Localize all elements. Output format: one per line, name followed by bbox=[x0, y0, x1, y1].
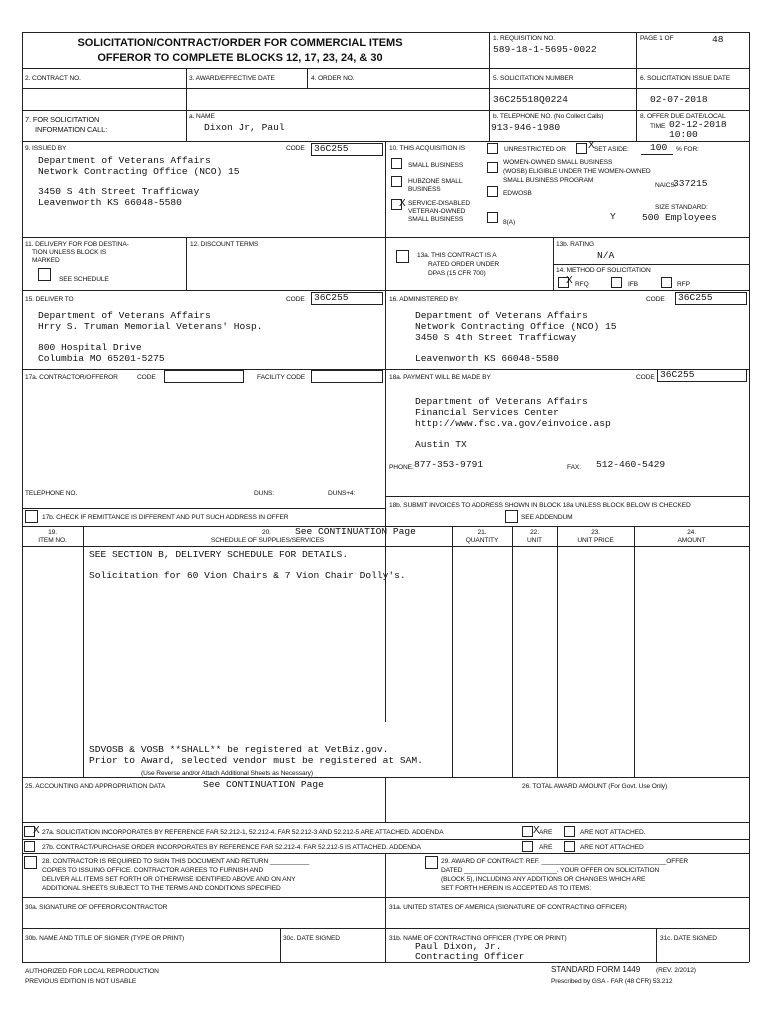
amount-header: 24. bbox=[687, 529, 696, 536]
rule bbox=[22, 839, 749, 840]
issued-by-line: 3450 S 4th Street Trafficway bbox=[38, 186, 200, 197]
deliver-to-line: 800 Hospital Drive bbox=[38, 342, 142, 353]
edwosb-checkbox[interactable] bbox=[487, 186, 498, 197]
see-schedule-label: SEE SCHEDULE bbox=[59, 276, 109, 283]
form-left-border bbox=[22, 32, 23, 962]
rule bbox=[489, 88, 749, 89]
offer-due-date: 02-12-2018 bbox=[669, 119, 727, 130]
rfq-mark: X bbox=[566, 275, 573, 286]
rule bbox=[22, 822, 749, 823]
rule bbox=[452, 526, 453, 777]
rule bbox=[385, 853, 386, 962]
schedule-header-note: See CONTINUATION Page bbox=[295, 526, 416, 537]
addenda-are-checkbox[interactable] bbox=[522, 826, 533, 837]
contract-incorporates-checkbox[interactable] bbox=[24, 841, 35, 852]
edwosb-label: EDWOSB bbox=[503, 190, 532, 197]
rule bbox=[557, 526, 558, 777]
contractor-sign-text: 28. CONTRACTOR IS REQUIRED TO SIGN THIS DOCUMENT AND RETURN ___________ bbox=[42, 858, 310, 865]
contractor-sign-text: DELIVER ALL ITEMS SET FORTH OR OTHERWISE IDENTIFIED ABOVE AND ON ANY bbox=[42, 876, 296, 883]
deliver-to-line: Department of Veterans Affairs bbox=[38, 310, 211, 321]
rule bbox=[553, 264, 749, 265]
form-revision: (REV. 2/2012) bbox=[656, 967, 696, 974]
administered-by-line: Leavenworth KS 66048-5580 bbox=[415, 353, 559, 364]
form-top-border bbox=[22, 32, 749, 33]
offer-due-label: 8. OFFER DUE DATE/LOCAL bbox=[640, 113, 726, 120]
amount-header: AMOUNT bbox=[677, 537, 706, 544]
small-business-checkbox[interactable] bbox=[391, 158, 402, 169]
contractor-sign-checkbox[interactable] bbox=[24, 856, 37, 869]
form-subtitle: OFFEROR TO COMPLETE BLOCKS 12, 17, 23, 24, & 30 bbox=[97, 52, 383, 64]
sdvosb-label: SERVICE-DISABLED bbox=[408, 200, 471, 207]
award-contract-text: (BLOCK 5), INCLUDING ANY ADDITIONS OR CHANGES WHICH ARE bbox=[441, 876, 646, 883]
rule bbox=[512, 526, 513, 777]
issued-by-line: Department of Veterans Affairs bbox=[38, 155, 211, 166]
rule bbox=[489, 32, 490, 141]
rated-order-checkbox[interactable] bbox=[396, 250, 409, 263]
size-standard-value: 500 Employees bbox=[642, 212, 717, 223]
rated-order-label: 13a. THIS CONTRACT IS A bbox=[417, 252, 497, 259]
remittance-checkbox[interactable] bbox=[25, 510, 38, 523]
form-title: SOLICITATION/CONTRACT/ORDER FOR COMMERCIAL ITEMS bbox=[77, 37, 403, 49]
deliver-to-code-label: CODE bbox=[286, 296, 305, 303]
schedule-line: Solicitation for 60 Vion Chairs & 7 Vion Chair Dolly's. bbox=[89, 570, 406, 581]
contracting-officer-title: Contracting Officer bbox=[415, 951, 525, 962]
payment-line: Department of Veterans Affairs bbox=[415, 396, 588, 407]
rule bbox=[22, 110, 749, 111]
schedule-line: Prior to Award, selected vendor must be registered at SAM. bbox=[89, 755, 423, 766]
issued-by-code: 36C255 bbox=[314, 143, 349, 154]
contact-name: Dixon Jr, Paul bbox=[204, 122, 285, 133]
rule bbox=[656, 928, 657, 962]
naics-label: NAICS: bbox=[655, 182, 677, 189]
remittance-label: 17b. CHECK IF REMITTANCE IS DIFFERENT AND PUT SUCH ADDRESS IN OFFER bbox=[42, 514, 289, 521]
small-business-label: SMALL BUSINESS bbox=[408, 162, 464, 169]
contracting-officer-name-label: 31b. NAME OF CONTRACTING OFFICER (TYPE OR PRINT) bbox=[389, 935, 567, 942]
payment-line: http://www.fsc.va.gov/einvoice.asp bbox=[415, 418, 611, 429]
facility-code-box[interactable] bbox=[311, 370, 383, 383]
payment-line: Austin TX bbox=[415, 439, 467, 450]
solicitation-incorporates-label: 27a. SOLICITATION INCORPORATES BY REFERENCE FAR 52.212-1, 52.212-4. FAR 52.212-3 AND 52.212-5 ARE ATTACHED. ADDENDA bbox=[42, 829, 444, 836]
administered-by-line: 3450 S 4th Street Trafficway bbox=[415, 332, 577, 343]
rule bbox=[22, 508, 385, 509]
accounting-value: See CONTINUATION Page bbox=[203, 779, 324, 790]
administered-by-line: Department of Veterans Affairs bbox=[415, 310, 588, 321]
accounting-label: 25. ACCOUNTING AND APPROPRIATION DATA bbox=[25, 783, 166, 790]
rule bbox=[636, 32, 637, 110]
see-addendum-checkbox[interactable] bbox=[505, 510, 518, 523]
award-contract-text: 29. AWARD OF CONTRACT: REF. ___________________________________OFFER bbox=[441, 858, 689, 865]
signer-name-label: 30b. NAME AND TITLE OF SIGNER (TYPE OR PRINT) bbox=[25, 935, 185, 942]
for-solicitation-label: 7. FOR SOLICITATION bbox=[25, 115, 100, 124]
footer-authorized: AUTHORIZED FOR LOCAL REPRODUCTION bbox=[25, 968, 159, 975]
requisition-value: 589-18-1-5695-0022 bbox=[493, 44, 597, 55]
information-call-label: INFORMATION CALL: bbox=[35, 125, 108, 134]
contractor-label: 17a. CONTRACTOR/OFFEROR bbox=[25, 374, 118, 381]
rating-value: N/A bbox=[597, 250, 615, 261]
issued-by-line: Leavenworth KS 66048-5580 bbox=[38, 197, 182, 208]
schedule-line: SEE SECTION B, DELIVERY SCHEDULE FOR DETAILS. bbox=[89, 549, 349, 560]
administered-by-code: 36C255 bbox=[678, 292, 713, 303]
page-total: 48 bbox=[712, 34, 724, 45]
solicitation-number: 36C25518Q0224 bbox=[493, 94, 568, 105]
fob-destination-label: TION UNLESS BLOCK IS bbox=[32, 249, 107, 256]
contract-addenda-are-checkbox[interactable] bbox=[522, 841, 533, 852]
addenda-are-label: ARE bbox=[539, 829, 553, 836]
sdvosb-label: VETERAN-OWNED bbox=[408, 208, 466, 215]
ifb-checkbox[interactable] bbox=[611, 277, 622, 288]
eight-a-label: 8(A) bbox=[503, 219, 516, 226]
form-right-border bbox=[749, 32, 750, 962]
telephone-value: 913-946-1980 bbox=[491, 122, 561, 133]
phone-value: 877-353-9791 bbox=[414, 459, 484, 470]
addenda-are-not-label: ARE NOT ATTACHED. bbox=[580, 829, 646, 836]
footer-previous-edition: PREVIOUS EDITION IS NOT USABLE bbox=[25, 978, 137, 985]
rfp-label: RFP bbox=[677, 281, 690, 288]
fob-destination-label: MARKED bbox=[32, 257, 60, 264]
phone-label: PHONE: bbox=[389, 464, 414, 471]
set-aside-checkbox[interactable] bbox=[576, 143, 587, 154]
eight-a-checkbox[interactable] bbox=[487, 212, 498, 223]
method-label: 14. METHOD OF SOLICITATION bbox=[556, 267, 651, 274]
contractor-sign-text: ADDITIONAL SHEETS SUBJECT TO THE TERMS AND CONDITIONS SPECIFIED bbox=[42, 885, 281, 892]
rule bbox=[634, 526, 635, 777]
eight-a-mark: Y bbox=[610, 211, 616, 222]
contract-addenda-are-not-label: ARE NOT ATTACHED bbox=[580, 844, 644, 851]
unrestricted-label: UNRESTRICTED OR bbox=[504, 146, 566, 153]
item-no-header: ITEM NO. bbox=[38, 537, 67, 544]
wosb-label: SMALL BUSINESS PROGRAM bbox=[503, 177, 594, 184]
issued-by-label: 9. ISSUED BY bbox=[25, 145, 67, 152]
contractor-sign-text: COPIES TO ISSUING OFFICE. CONTRACTOR AGREES TO FURNISH AND bbox=[42, 867, 264, 874]
facility-code-label: FACILITY CODE bbox=[257, 374, 306, 381]
payment-line: Financial Services Center bbox=[415, 407, 559, 418]
issued-by-line: Network Contracting Office (NCO) 15 bbox=[38, 166, 240, 177]
addenda-are-mark: X bbox=[533, 825, 540, 836]
hubzone-checkbox[interactable] bbox=[391, 176, 402, 187]
rule bbox=[186, 237, 187, 290]
rfq-label: RFQ bbox=[575, 281, 589, 288]
rule bbox=[385, 777, 386, 822]
contract-addenda-are-not-checkbox[interactable] bbox=[564, 841, 575, 852]
set-aside-percent: 100 bbox=[650, 142, 668, 153]
form-bottom-border bbox=[22, 962, 749, 963]
schedule-line: SDVOSB & VOSB **SHALL** be registered at VetBiz.gov. bbox=[89, 744, 389, 755]
rated-order-label: RATED ORDER UNDER bbox=[428, 261, 500, 268]
rule bbox=[385, 141, 386, 722]
deliver-to-label: 15. DELIVER TO bbox=[25, 296, 74, 303]
set-aside-label: SET ASIDE: bbox=[594, 146, 629, 153]
rule bbox=[83, 526, 84, 777]
contracting-officer-signature-label: 31a. UNITED STATES OF AMERICA (SIGNATURE OF CONTRACTING OFFICER) bbox=[389, 904, 627, 911]
officer-date-signed-label: 31c. DATE SIGNED bbox=[660, 935, 717, 942]
set-aside-mark: X bbox=[588, 140, 595, 151]
contract-no-label: 2. CONTRACT NO. bbox=[25, 75, 81, 82]
unit-price-header: UNIT PRICE bbox=[577, 537, 614, 544]
rated-order-label: DPAS (15 CFR 700) bbox=[428, 270, 486, 277]
rfp-checkbox[interactable] bbox=[661, 277, 672, 288]
rating-label: 13b. RATING bbox=[556, 241, 594, 248]
issue-date: 02-07-2018 bbox=[650, 94, 708, 105]
rule bbox=[641, 154, 673, 155]
payment-label: 18a. PAYMENT WILL BE MADE BY bbox=[389, 374, 491, 381]
rule bbox=[385, 496, 749, 497]
contractor-telephone-label: TELEPHONE NO. bbox=[25, 490, 78, 497]
unit-price-header: 23. bbox=[591, 529, 600, 536]
payment-code: 36C255 bbox=[660, 369, 695, 380]
contracting-officer-name: Paul Dixon, Jr. bbox=[415, 941, 502, 952]
rule bbox=[307, 68, 308, 88]
acquisition-label: 10. THIS ACQUISITION IS bbox=[389, 145, 465, 152]
order-no-label: 4. ORDER NO. bbox=[311, 75, 355, 82]
fax-value: 512-460-5429 bbox=[596, 459, 666, 470]
administered-by-label: 16. ADMINISTERED BY bbox=[389, 296, 459, 303]
quantity-header: QUANTITY bbox=[465, 537, 499, 544]
prescribed-by: Prescribed by GSA - FAR (48 CFR) 53.212 bbox=[551, 978, 673, 985]
percent-for-label: % FOR: bbox=[676, 146, 699, 153]
unrestricted-checkbox[interactable] bbox=[487, 143, 498, 154]
item-no-header: 19. bbox=[48, 529, 57, 536]
see-addendum-label: SEE ADDENDUM bbox=[521, 514, 573, 521]
page-label: PAGE 1 OF bbox=[640, 35, 674, 42]
hubzone-label: HUBZONE SMALL bbox=[408, 178, 463, 185]
award-contract-text: DATED __________________________. YOUR OFFER ON SOLICITATION bbox=[441, 867, 660, 874]
fax-label: FAX: bbox=[567, 464, 581, 471]
deliver-to-line: Columbia MO 65201-5275 bbox=[38, 353, 165, 364]
contract-incorporates-label: 27b. CONTRACT/PURCHASE ORDER INCORPORATES BY REFERENCE FAR 52.212-4. FAR 52.212-5 IS ATTACHED. ADDENDA bbox=[42, 844, 421, 851]
size-standard-label: SIZE STANDARD: bbox=[655, 204, 708, 211]
offeror-signature-label: 30a. SIGNATURE OF OFFEROR/CONTRACTOR bbox=[25, 904, 168, 911]
duns-label: DUNS: bbox=[254, 490, 275, 497]
award-contract-text: SET FORTH HEREIN IS ACCEPTED AS TO ITEMS: bbox=[441, 885, 592, 892]
offer-due-time: 10:00 bbox=[669, 129, 698, 140]
rule bbox=[22, 88, 489, 89]
reverse-note: (Use Reverse and/or Attach Additional Sheets as Necessary) bbox=[141, 770, 313, 777]
name-label: a. NAME bbox=[189, 113, 215, 120]
form-number: STANDARD FORM 1449 bbox=[551, 965, 641, 974]
naics-value: 337215 bbox=[673, 178, 708, 189]
hubzone-label: BUSINESS bbox=[408, 186, 441, 193]
award-date-label: 3. AWARD/EFFECTIVE DATE bbox=[189, 75, 275, 82]
rule bbox=[186, 68, 187, 141]
fob-destination-label: 11. DELIVERY FOR FOB DESTINA- bbox=[25, 241, 129, 248]
rule bbox=[636, 110, 637, 141]
contract-addenda-are-label: ARE bbox=[539, 844, 553, 851]
wosb-checkbox[interactable] bbox=[487, 162, 498, 173]
sdvosb-mark: X bbox=[399, 198, 406, 209]
solicitation-number-label: 5. SOLICITATION NUMBER bbox=[493, 75, 574, 82]
addenda-are-not-checkbox[interactable] bbox=[564, 826, 575, 837]
unit-header: 22. bbox=[530, 529, 539, 536]
payment-code-label: CODE bbox=[636, 374, 655, 381]
wosb-label: WOMEN-OWNED SMALL BUSINESS bbox=[503, 159, 613, 166]
schedule-header: 20. bbox=[262, 529, 271, 536]
see-schedule-checkbox[interactable] bbox=[38, 268, 51, 281]
rule bbox=[280, 928, 281, 962]
contractor-code-box[interactable] bbox=[164, 370, 244, 383]
discount-terms-label: 12. DISCOUNT TERMS bbox=[190, 241, 259, 248]
administered-by-line: Network Contracting Office (NCO) 15 bbox=[415, 321, 617, 332]
deliver-to-line: Hrry S. Truman Memorial Veterans' Hosp. bbox=[38, 321, 263, 332]
telephone-label: b. TELEPHONE NO. (No Collect Calls) bbox=[493, 113, 604, 120]
requisition-label: 1. REQUISITION NO. bbox=[493, 35, 555, 42]
time-label: TIME bbox=[650, 123, 666, 130]
award-contract-checkbox[interactable] bbox=[425, 856, 438, 869]
wosb-label: (WOSB) ELIGIBLE UNDER THE WOMEN-OWNED bbox=[503, 168, 651, 175]
quantity-header: 21. bbox=[477, 529, 487, 536]
administered-by-code-label: CODE bbox=[646, 296, 665, 303]
offeror-date-signed-label: 30c. DATE SIGNED bbox=[283, 935, 340, 942]
submit-invoices-label: 18b. SUBMIT INVOICES TO ADDRESS SHOWN IN BLOCK 18a UNLESS BLOCK BELOW IS CHECKED bbox=[389, 502, 691, 509]
deliver-to-code: 36C255 bbox=[314, 292, 349, 303]
ifb-label: IFB bbox=[628, 281, 638, 288]
issued-by-code-label: CODE bbox=[286, 145, 305, 152]
sdvosb-label: SMALL BUSINESS bbox=[408, 216, 464, 223]
duns4-label: DUNS+4: bbox=[328, 490, 356, 497]
issue-date-label: 6. SOLICITATION ISSUE DATE bbox=[640, 75, 731, 82]
contractor-code-label: CODE bbox=[137, 374, 156, 381]
total-award-label: 26. TOTAL AWARD AMOUNT (For Govt. Use Only) bbox=[522, 783, 668, 790]
rule bbox=[22, 68, 749, 69]
solicitation-incorporates-mark: X bbox=[33, 825, 40, 836]
unit-header: UNIT bbox=[527, 537, 542, 544]
schedule-header: SCHEDULE OF SUPPLIES/SERVICES bbox=[210, 537, 325, 544]
